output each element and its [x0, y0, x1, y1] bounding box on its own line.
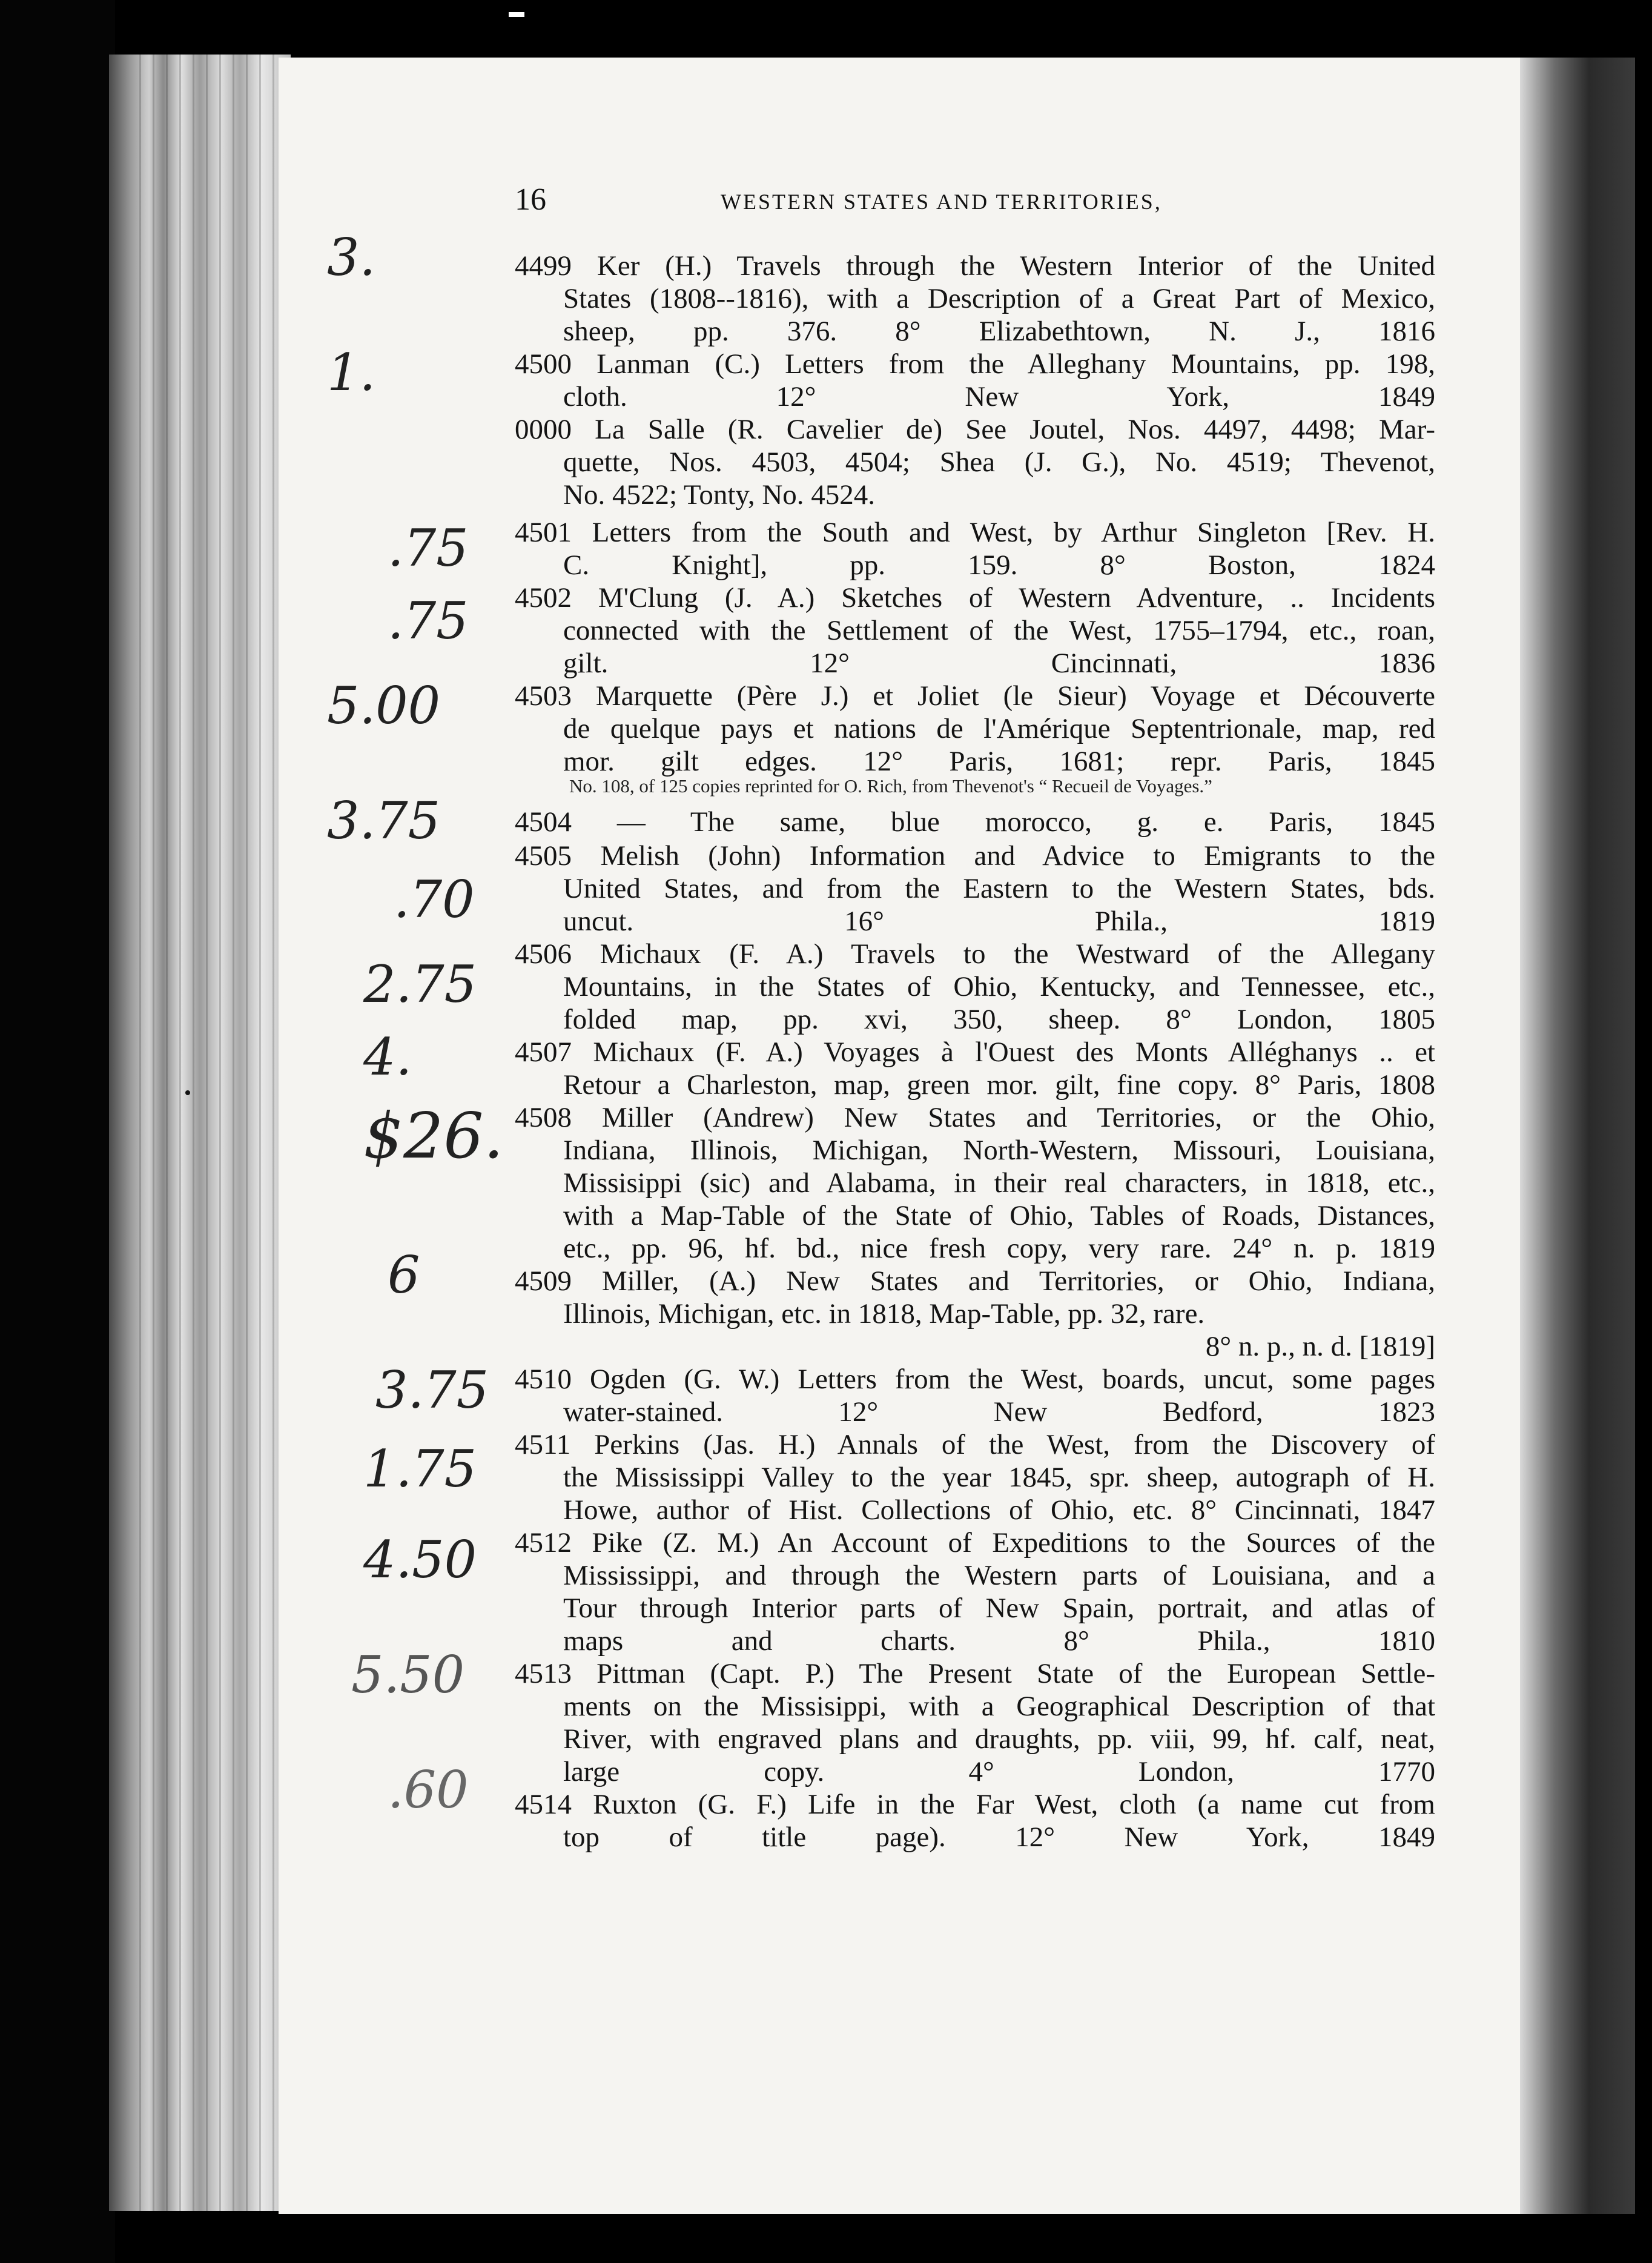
- catalog-entry-4499: [515, 250, 1435, 348]
- entry-line: No. 4522; Tonty, No. 4524.: [563, 479, 876, 511]
- entry-line: 4513 Pittman (Capt. P.) The Present State of the European Settle-: [515, 1658, 1435, 1689]
- page-header: [515, 182, 1447, 218]
- handwritten-price: .70: [394, 870, 475, 929]
- entry-line: connected with the Settlement of the West, 1755–1794, etc., roan,: [563, 615, 1435, 646]
- handwritten-price: 3.75: [327, 791, 441, 850]
- entry-line: quette, Nos. 4503, 4504; Shea (J. G.), No. 4519; Thevenot,: [563, 446, 1435, 478]
- entry-line: 4499 Ker (H.) Travels through the Western Interior of the United: [515, 250, 1435, 282]
- entry-line: 4512 Pike (Z. M.) An Account of Expeditions to the Sources of the: [515, 1527, 1435, 1559]
- handwritten-price: .60: [388, 1760, 469, 1820]
- entry-line: River, with engraved plans and draughts, pp. viii, 99, hf. calf, neat,: [563, 1723, 1435, 1755]
- entry-line: 4506 Michaux (F. A.) Travels to the Westward of the Allegany: [515, 938, 1435, 970]
- catalog-entry-4510: [515, 1363, 1435, 1428]
- entry-line: 4504 — The same, blue morocco, g. e. Paris, 1845: [515, 806, 1435, 838]
- margin-dot: [185, 1090, 190, 1095]
- entry-line: de quelque pays et nations de l'Amérique Septentrionale, map, red: [563, 713, 1435, 744]
- entry-line: sheep, pp. 376. 8° Elizabethtown, N. J., 1816: [563, 316, 1435, 347]
- handwritten-price: 4.: [363, 1027, 412, 1087]
- handwritten-price: .75: [388, 591, 469, 651]
- handwritten-price: 3.: [327, 228, 376, 287]
- catalog-entry-la-salle: [515, 413, 1435, 511]
- page-edge-lines: [139, 55, 279, 2211]
- entry-line: maps and charts. 8° Phila., 1810: [563, 1625, 1435, 1657]
- entry-line: 4508 Miller (Andrew) New States and Territories, or the Ohio,: [515, 1102, 1435, 1133]
- handwritten-price: 6: [388, 1245, 420, 1305]
- handwritten-price: 1.: [327, 343, 376, 402]
- handwritten-price: 5.00: [327, 676, 441, 735]
- entry-line: Mississippi, and through the Western parts of Louisiana, and a: [563, 1560, 1435, 1591]
- entry-line: the Mississippi Valley to the year 1845, spr. sheep, autograph of H.: [563, 1462, 1435, 1493]
- entry-line: 0000 La Salle (R. Cavelier de) See Joutel, Nos. 4497, 4498; Mar-: [515, 414, 1435, 445]
- entry-line: 4509 Miller, (A.) New States and Territories, or Ohio, Indiana,: [515, 1265, 1435, 1297]
- entry-line: 8° n. p., n. d. [1819]: [1205, 1331, 1435, 1362]
- handwritten-price: 3.75: [375, 1360, 489, 1420]
- entry-line: 4503 Marquette (Père J.) et Joliet (le Sieur) Voyage et Découverte: [515, 680, 1435, 712]
- catalog-entry-4509: [515, 1265, 1435, 1363]
- entry-line: top of title page). 12° New York, 1849: [563, 1821, 1435, 1853]
- entry-line: folded map, pp. xvi, 350, sheep. 8° London, 1805: [563, 1004, 1435, 1035]
- entry-line: mor. gilt edges. 12° Paris, 1681; repr. Paris, 1845: [563, 746, 1435, 777]
- entry-line: uncut. 16° Phila., 1819: [563, 906, 1435, 937]
- entry-line: Retour a Charleston, map, green mor. gilt, fine copy. 8° Paris, 1808: [563, 1069, 1435, 1101]
- catalog-entry-4504: [515, 806, 1435, 838]
- entry-line: 4502 M'Clung (J. A.) Sketches of Western Adventure, .. Incidents: [515, 582, 1435, 614]
- entry-line: 4505 Melish (John) Information and Advice to Emigrants to the: [515, 840, 1435, 872]
- catalog-entry-4501: [515, 516, 1435, 581]
- background-left: [0, 0, 115, 2263]
- entry-line: Howe, author of Hist. Collections of Ohio, etc. 8° Cincinnati, 1847: [563, 1494, 1435, 1526]
- entry-line: 4514 Ruxton (G. F.) Life in the Far West, cloth (a name cut from: [515, 1789, 1435, 1820]
- handwritten-price: 4.50: [363, 1530, 477, 1589]
- handwritten-price: $26.: [363, 1099, 504, 1173]
- entry-line: Illinois, Michigan, etc. in 1818, Map-Table, pp. 32, rare.: [563, 1298, 1205, 1330]
- entry-line: Tour through Interior parts of New Spain, portrait, and atlas of: [563, 1592, 1435, 1624]
- page-number: 16: [515, 182, 546, 217]
- catalog-entry-4502: [515, 581, 1435, 680]
- catalog-entry-4514: [515, 1788, 1435, 1854]
- handwritten-price: .75: [388, 519, 469, 578]
- entry-line: etc., pp. 96, hf. bd., nice fresh copy, very rare. 24° n. p. 1819: [563, 1233, 1435, 1264]
- entry-line: 4500 Lanman (C.) Letters from the Alleghany Mountains, pp. 198,: [515, 348, 1435, 380]
- entry-line: 4511 Perkins (Jas. H.) Annals of the West, from the Discovery of: [515, 1429, 1435, 1460]
- entry-line: Mountains, in the States of Ohio, Kentucky, and Tennessee, etc.,: [563, 971, 1435, 1002]
- entry-line: water-stained. 12° New Bedford, 1823: [563, 1396, 1435, 1428]
- entry-line: 4501 Letters from the South and West, by Arthur Singleton [Rev. H.: [515, 517, 1435, 548]
- handwritten-price: 1.75: [363, 1439, 477, 1499]
- catalog-entry-4511: [515, 1428, 1435, 1526]
- scan-artifact-mark: [509, 12, 524, 17]
- entry-line: Indiana, Illinois, Michigan, North-Western, Missouri, Louisiana,: [563, 1135, 1435, 1166]
- entry-line: C. Knight], pp. 159. 8° Boston, 1824: [563, 549, 1435, 581]
- entry-line: cloth. 12° New York, 1849: [563, 381, 1435, 413]
- catalog-entry-4507: [515, 1036, 1435, 1101]
- catalog-entry-4513: [515, 1657, 1435, 1788]
- entry-line: 4507 Michaux (F. A.) Voyages à l'Ouest des Monts Alléghanys .. et: [515, 1036, 1435, 1068]
- handwritten-price: 2.75: [363, 955, 477, 1014]
- entry-line: ments on the Missisippi, with a Geographical Description of that: [563, 1691, 1435, 1722]
- entry-line: with a Map-Table of the State of Ohio, Tables of Roads, Distances,: [563, 1200, 1435, 1231]
- entry-line: Missisippi (sic) and Alabama, in their real characters, in 1818, etc.,: [563, 1167, 1435, 1199]
- handwritten-price: 5.50: [351, 1645, 465, 1705]
- entry-line: States (1808--1816), with a Description of a Great Part of Mexico,: [563, 283, 1435, 314]
- catalog-entry-4503: [515, 680, 1435, 778]
- entry-line: 4510 Ogden (G. W.) Letters from the West, boards, uncut, some pages: [515, 1363, 1435, 1395]
- entry-footnote: No. 108, of 125 copies reprinted for O. Rich, from Thevenot's “ Recueil de Voyages.”: [569, 775, 1212, 797]
- entry-line: gilt. 12° Cincinnati, 1836: [563, 648, 1435, 679]
- catalog-entry-4512: [515, 1526, 1435, 1657]
- catalog-entry-4505: [515, 840, 1435, 938]
- binding-shadow: [1520, 58, 1635, 2214]
- catalog-entry-4500: [515, 348, 1435, 413]
- catalog-entry-4506: [515, 938, 1435, 1036]
- running-head: WESTERN STATES AND TERRITORIES,: [721, 190, 1162, 214]
- entry-line: large copy. 4° London, 1770: [563, 1756, 1435, 1788]
- entry-line: United States, and from the Eastern to the Western States, bds.: [563, 873, 1435, 904]
- catalog-entry-4508: [515, 1101, 1435, 1265]
